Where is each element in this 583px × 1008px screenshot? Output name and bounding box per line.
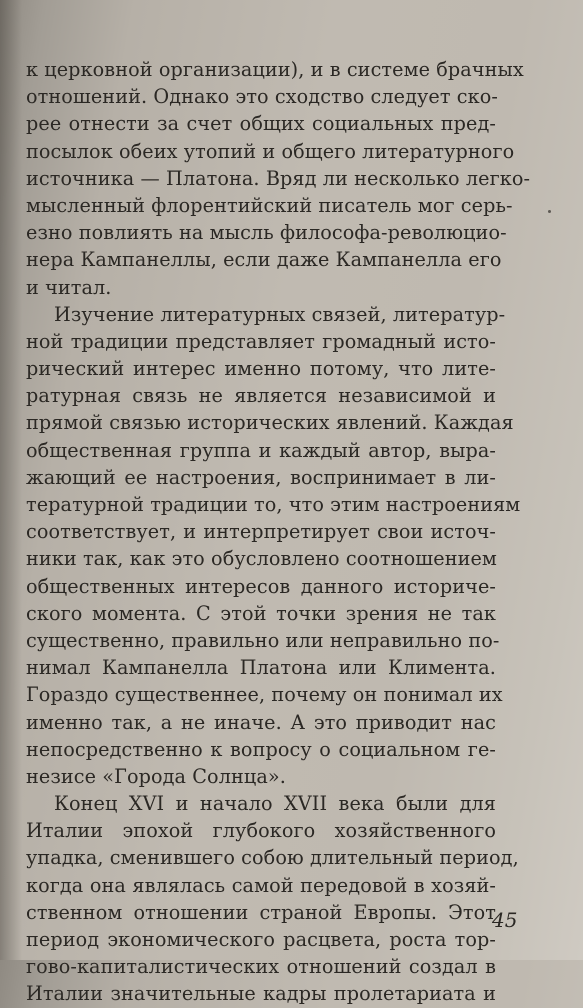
text-line: ственном отношении страной Европы. Этот [26, 900, 496, 924]
text-line: ники так, как это обусловлено соотношением [26, 547, 497, 571]
text-line: нимал Кампанелла Платона или Климента. [26, 656, 496, 680]
text-line: рический интерес именно потому, что лите- [26, 357, 496, 381]
text-line: посылок обеих утопий и общего литературного [26, 139, 515, 163]
text-line: общественных интересов данного историче- [26, 574, 496, 598]
text-line: Италии значительные кадры пролетариата и [26, 982, 496, 1006]
text-line: нера Кампанеллы, если даже Кампанелла его [26, 248, 502, 272]
text-line: и читал. [26, 275, 112, 299]
page-gutter-shadow [0, 0, 22, 960]
text-line: незисе «Города Солнца». [26, 764, 286, 788]
text-line: Гораздо существеннее, почему он понимал их [26, 683, 503, 707]
text-line: когда она являлась самой передовой в хозяй- [26, 873, 496, 897]
page-number: 45 [492, 908, 518, 932]
text-line: именно так, а не иначе. А это приводит нас [26, 710, 496, 734]
text-line: ского момента. С этой точки зрения не так [26, 601, 496, 625]
text-line: жающий ее настроения, воспринимает в ли- [26, 465, 496, 489]
text-line: рее отнести за счет общих социальных пред- [26, 112, 496, 136]
text-line: существенно, правильно или неправильно по- [26, 628, 500, 652]
text-line: Италии эпохой глубокого хозяйственного [26, 819, 496, 843]
text-line: источника — Платона. Вряд ли несколько легко- [26, 166, 531, 190]
text-line: отношений. Однако это сходство следует ско- [26, 85, 498, 109]
text-line: ной традиции представляет громадный исто- [26, 329, 496, 353]
text-line: езно повлиять на мысль философа-революцио- [26, 221, 507, 245]
text-line: мысленный флорентийский писатель мог серь- [26, 193, 513, 217]
text-line: период экономического расцвета, роста тор- [26, 928, 496, 951]
text-line: прямой связью исторических явлений. Каждая [26, 411, 514, 435]
text-line: непосредственно к вопросу о социальном ге- [26, 737, 496, 761]
paper-speck [548, 210, 551, 213]
text-line: гово-капиталистических отношений создал в [26, 955, 496, 979]
text-line: ратурная связь не является независимой и [26, 384, 496, 408]
paragraph-first-line: Изучение литературных связей, литератур- [54, 302, 506, 326]
text-line: упадка, сменившего собою длительный период, [26, 846, 519, 870]
text-line: общественная группа и каждый автор, выра- [26, 438, 496, 462]
text-line: соответствует, и интерпретирует свои источ- [26, 520, 496, 544]
paragraph-first-line: Конец XVI и начало XVII века были для [54, 792, 496, 816]
text-line: к церковной организации), и в системе брачных [26, 58, 524, 81]
text-line: тературной традиции то, что этим настроениям [26, 493, 521, 516]
